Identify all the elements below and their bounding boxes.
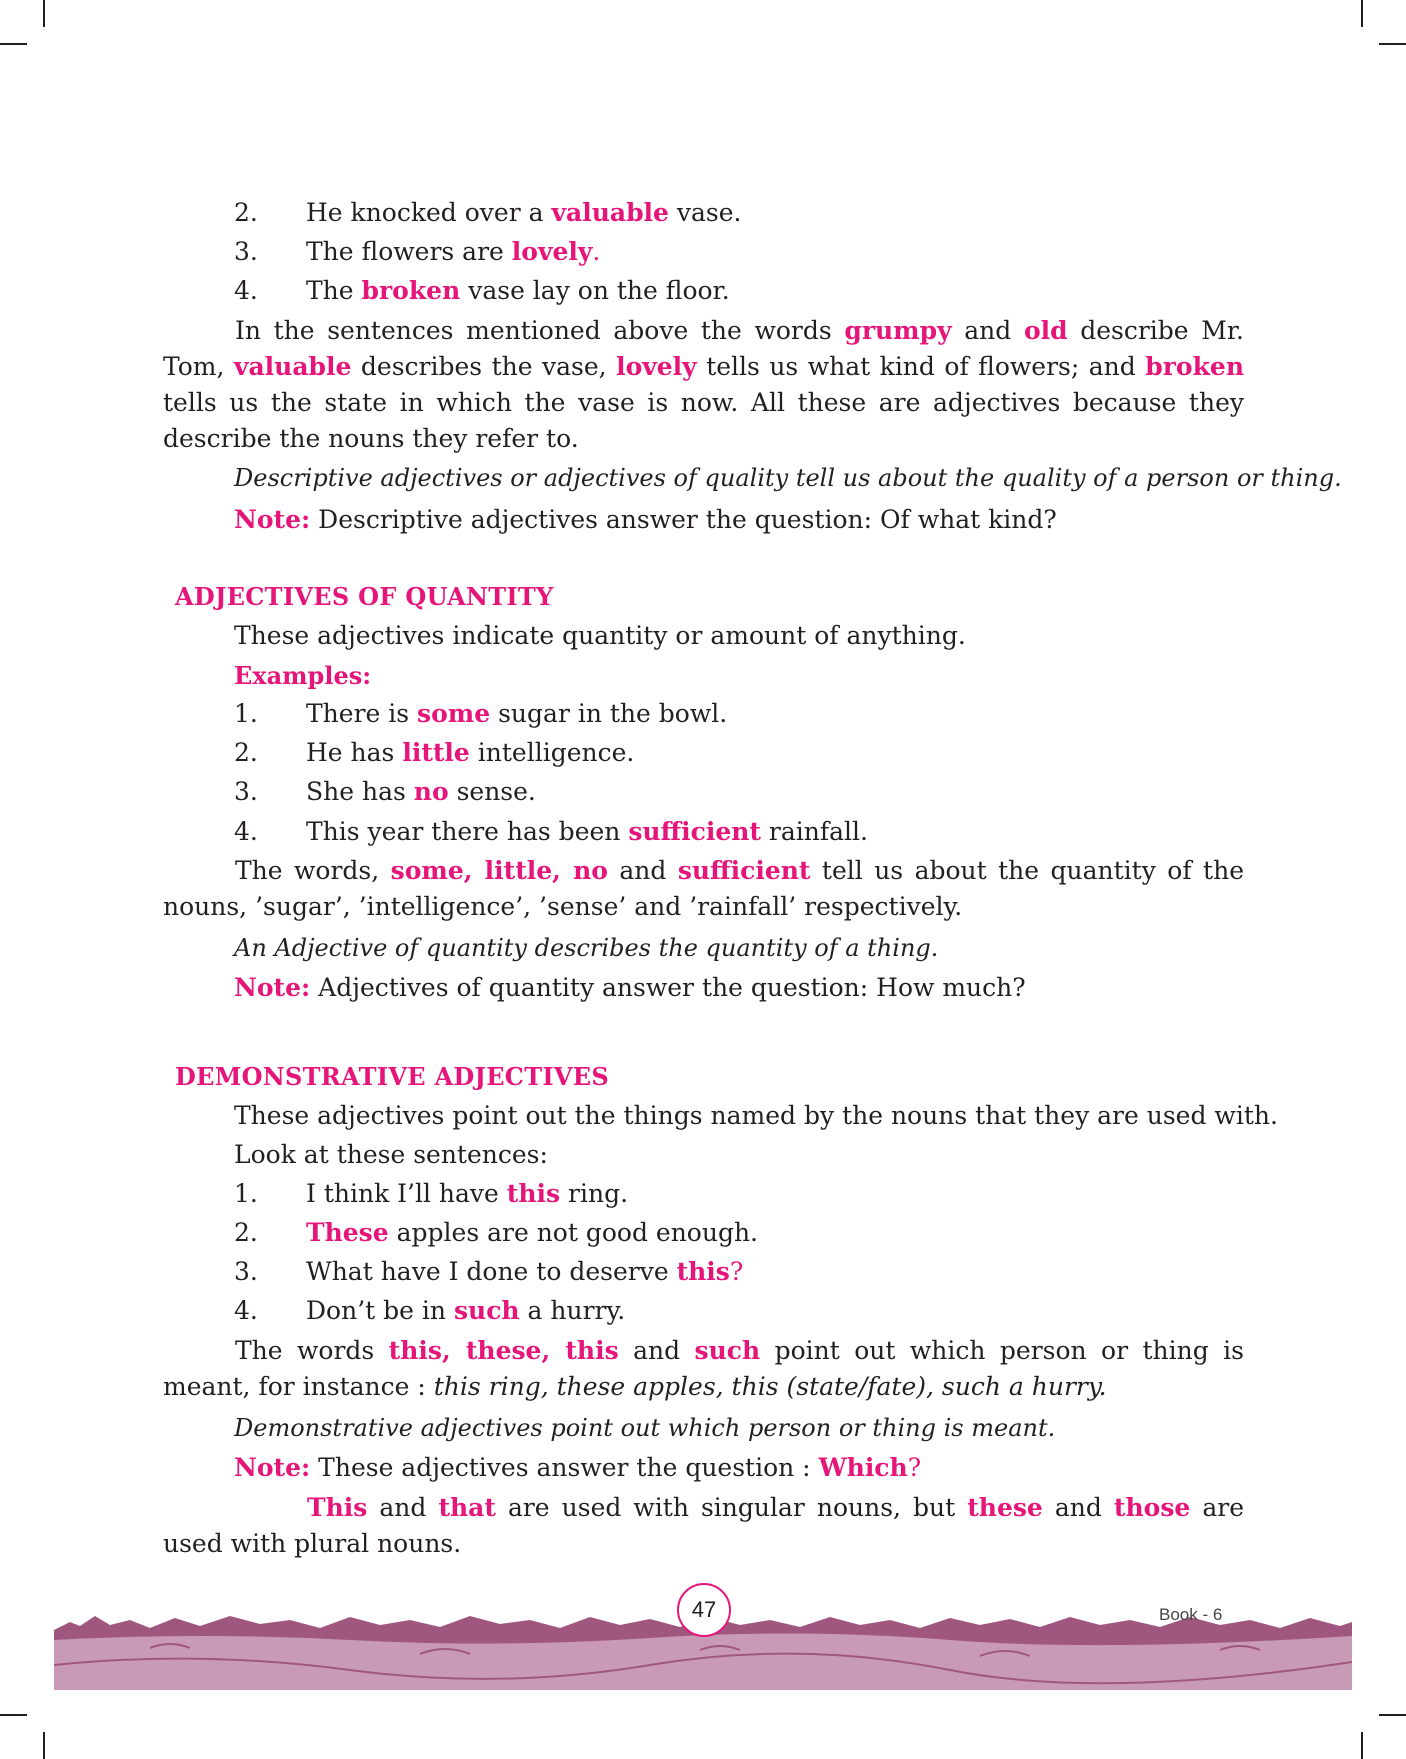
highlight-word: lovely — [511, 237, 593, 266]
list-item-text — [306, 697, 727, 731]
list-number: 4. — [234, 817, 258, 846]
highlight-word: valuable — [233, 352, 352, 381]
text: are used with singular nouns, but — [495, 1493, 968, 1522]
highlight-word: these — [967, 1493, 1043, 1522]
crop-mark — [43, 0, 45, 27]
text: The words, — [235, 856, 391, 885]
list-item-text — [306, 274, 730, 308]
text: describes the vase, — [351, 352, 617, 381]
highlight-word: grumpy — [844, 316, 952, 345]
highlight-word: those — [1113, 1493, 1191, 1522]
highlight-word: some, little, no — [390, 856, 608, 885]
highlight-word: this — [676, 1257, 730, 1286]
text: and — [607, 856, 678, 885]
text: a hurry. — [519, 1296, 626, 1325]
examples-label: Examples: — [234, 661, 372, 690]
highlight-word: valuable — [551, 198, 669, 227]
note-label: Note: — [234, 1453, 311, 1482]
text: intelligence. — [469, 738, 635, 767]
text: and — [1042, 1493, 1114, 1522]
list-number: 1. — [234, 699, 258, 728]
text: and — [618, 1336, 695, 1365]
list-number: 2. — [234, 1218, 258, 1247]
crop-mark — [1379, 1714, 1406, 1716]
crop-mark — [1361, 0, 1363, 27]
list-item — [234, 235, 258, 269]
text: The — [306, 276, 362, 305]
highlight-word: sufficient — [677, 856, 811, 885]
text: sugar in the bowl. — [490, 699, 728, 728]
text: and — [951, 316, 1024, 345]
text: and — [367, 1493, 439, 1522]
text: He knocked over a — [306, 198, 552, 227]
text: apples are not good enough. — [388, 1218, 758, 1247]
section-heading: DEMONSTRATIVE ADJECTIVES — [175, 1062, 610, 1091]
highlight-word: broken — [1145, 352, 1244, 381]
list-number: 3. — [234, 237, 258, 266]
crop-mark — [1361, 1732, 1363, 1759]
crop-mark — [43, 1732, 45, 1759]
look-text: Look at these sentences: — [234, 1140, 548, 1169]
highlight-word: this, these, this — [388, 1336, 619, 1365]
text: He has — [306, 738, 403, 767]
text: There is — [306, 699, 418, 728]
text: tells us the state in which the vase is now. All these are adjectives because they describe the nouns they refer to. — [163, 388, 1244, 453]
text: ? — [907, 1453, 922, 1482]
highlight-word: some — [417, 699, 491, 728]
text: These adjectives answer the question : — [310, 1453, 819, 1482]
list-number: 3. — [234, 777, 258, 806]
text: What have I done to deserve — [306, 1257, 677, 1286]
text: are used with plural nouns. — [163, 1493, 1244, 1558]
list-item-text — [306, 1255, 743, 1289]
note — [234, 971, 1026, 1005]
highlight-word: This — [307, 1493, 368, 1522]
list-number: 3. — [234, 1257, 258, 1286]
list-number: 4. — [234, 1296, 258, 1325]
highlight-word: sufficient — [628, 817, 761, 846]
paragraph — [163, 1490, 1244, 1562]
list-item-text — [306, 1216, 758, 1250]
highlight-word: lovely — [616, 352, 697, 381]
highlight-word: such — [694, 1336, 761, 1365]
list-number: 2. — [234, 198, 258, 227]
list-item-text — [306, 196, 742, 230]
text: Adjectives of quantity answer the question: How much? — [310, 973, 1026, 1002]
text: . — [592, 237, 601, 266]
intro: These adjectives indicate quantity or amount of anything. — [234, 621, 966, 650]
list-item-text — [306, 736, 634, 770]
list-item — [234, 196, 258, 230]
text: Descriptive adjectives answer the question: Of what kind? — [310, 505, 1057, 534]
note — [234, 503, 1057, 537]
highlight-word: broken — [361, 276, 461, 305]
text: tells us what kind of flowers; and — [696, 352, 1146, 381]
text: vase. — [668, 198, 742, 227]
text: In the sentences mentioned above the words — [235, 316, 845, 345]
page-number: 47 — [677, 1583, 731, 1637]
note — [234, 1451, 921, 1485]
highlight-word: little — [402, 738, 470, 767]
list-item-text — [306, 815, 868, 849]
crop-mark — [0, 1714, 27, 1716]
text: She has — [306, 777, 414, 806]
text: Don’t be in — [306, 1296, 454, 1325]
list-item-text — [306, 775, 536, 809]
paragraph — [163, 1333, 1244, 1405]
note-label: Note: — [234, 973, 311, 1002]
paragraph — [163, 853, 1244, 925]
note-label: Note: — [234, 505, 311, 534]
section-heading: ADJECTIVES OF QUANTITY — [175, 582, 554, 611]
list-number: 2. — [234, 738, 258, 767]
highlight-word: no — [413, 777, 449, 806]
intro: These adjectives point out the things named by the nouns that they are used with. — [234, 1101, 1278, 1130]
definition: Demonstrative adjectives point out which person or thing is meant. — [234, 1414, 1056, 1442]
text: This year there has been — [306, 817, 629, 846]
list-item — [234, 274, 258, 308]
list-item-text — [306, 235, 600, 269]
highlight-word: such — [453, 1296, 520, 1325]
text: rainfall. — [760, 817, 868, 846]
list-number: 1. — [234, 1179, 258, 1208]
highlight-word: These — [306, 1218, 389, 1247]
crop-mark — [0, 43, 27, 45]
text: ring. — [560, 1179, 629, 1208]
crop-mark — [1379, 43, 1406, 45]
text: ? — [729, 1257, 744, 1286]
highlight-word: old — [1023, 316, 1068, 345]
text: point out which person or thing is meant, for instance : — [163, 1336, 1244, 1401]
text: vase lay on the floor. — [460, 276, 730, 305]
text: sense. — [448, 777, 536, 806]
text: describe Mr. Tom, — [163, 316, 1244, 381]
paragraph — [163, 313, 1244, 457]
definition: Descriptive adjectives or adjectives of quality tell us about the quality of a person or thing. — [234, 464, 1342, 492]
text: I think I’ll have — [306, 1179, 507, 1208]
highlight-word: this — [506, 1179, 561, 1208]
highlight-word: Which — [818, 1453, 908, 1482]
book-label: Book - 6 — [1159, 1605, 1223, 1624]
highlight-word: that — [438, 1493, 496, 1522]
list-item-text — [306, 1177, 628, 1211]
text: tell us about the quantity of the nouns, ’sugar’, ’intelligence’, ’sense’ and ’rainfall’ respectively. — [163, 856, 1244, 921]
text: The flowers are — [306, 237, 512, 266]
text: The words — [235, 1336, 389, 1365]
definition: An Adjective of quantity describes the quantity of a thing. — [234, 934, 939, 962]
italic-text: this ring, these apples, this (state/fate), such a hurry. — [433, 1372, 1107, 1401]
list-item-text — [306, 1294, 625, 1328]
list-number: 4. — [234, 276, 258, 305]
